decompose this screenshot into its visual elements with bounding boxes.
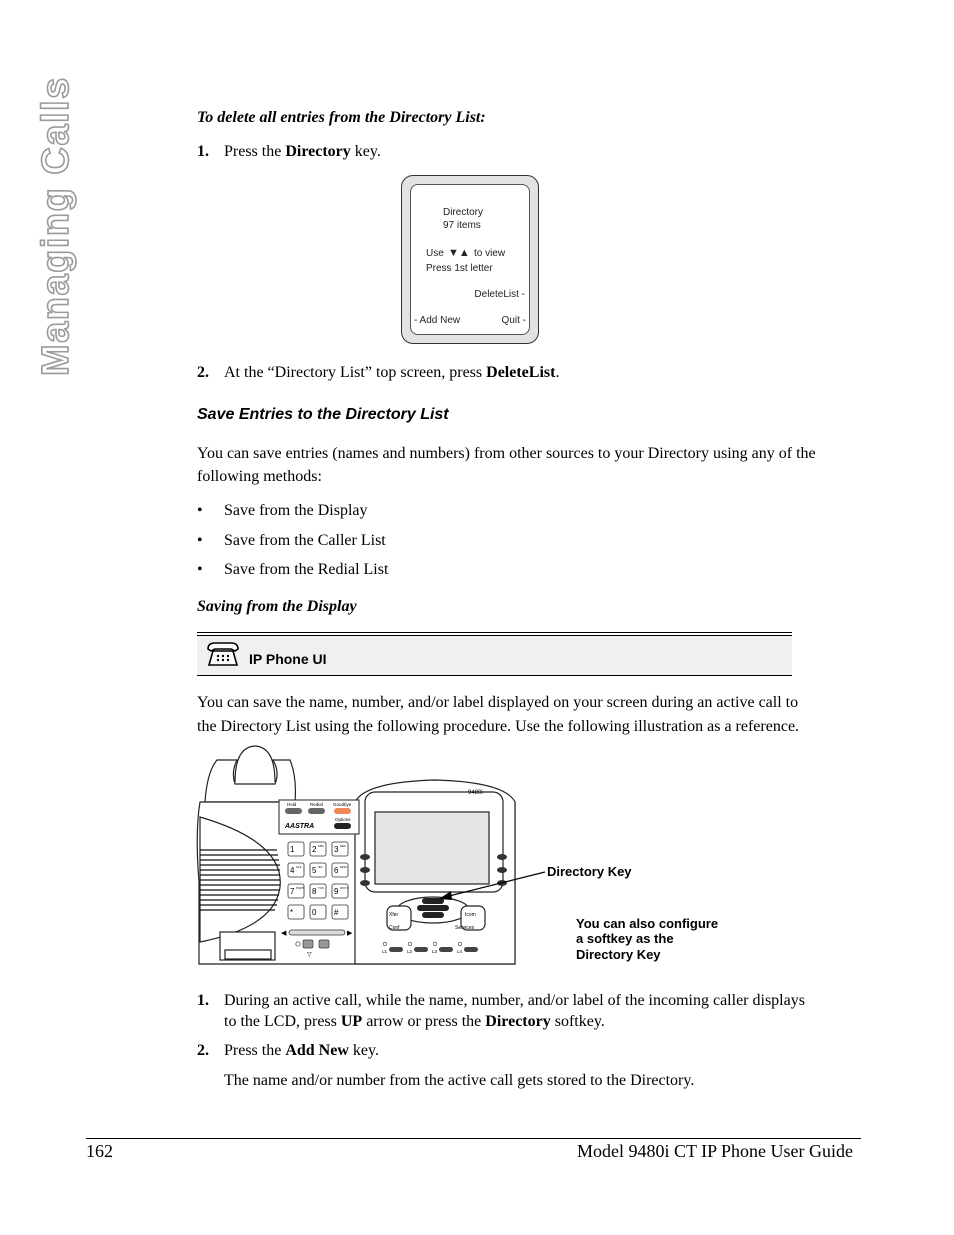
line-indicator — [458, 942, 462, 946]
line-key-label: L3 — [432, 949, 438, 954]
callout-softkey-line-3: Directory Key — [576, 947, 661, 962]
svg-text:◀: ◀ — [281, 930, 287, 937]
ip-phone-ui-banner — [197, 632, 792, 676]
directory-key-ref: Directory — [285, 143, 351, 160]
callout-softkey-line-2: a softkey as the — [576, 931, 674, 946]
xfer-label: Xfer — [389, 912, 399, 918]
delete-step-1 — [224, 142, 381, 162]
keypad-key-letters: GHI — [296, 865, 302, 869]
line-key — [389, 947, 403, 952]
display-para-line-2: the Directory List using the following procedure. Use the following illustration as a reference. — [197, 718, 800, 735]
svg-text:▶: ▶ — [347, 930, 353, 937]
hold-label: Hold — [287, 802, 297, 807]
line-key — [439, 947, 453, 952]
keypad-key-label: 2 — [312, 845, 317, 854]
redial-button — [308, 808, 325, 814]
line-indicator — [433, 942, 437, 946]
banner-label: IP Phone UI — [249, 651, 327, 667]
lcd-screen-figure — [401, 175, 539, 344]
step-text: key. — [348, 1042, 379, 1059]
sidebar-title-text: Managing Calls — [35, 76, 77, 376]
keypad-key-letters: JKL — [318, 865, 324, 869]
display-step-1-line-2 — [224, 1012, 605, 1032]
line-key-label: L2 — [407, 949, 413, 954]
step-text: At the “Directory List” top screen, press — [224, 364, 487, 381]
save-entries-heading: Save Entries to the Directory List — [197, 406, 449, 423]
bullet-marker: • — [197, 502, 203, 519]
keypad-key-letters: ABC — [318, 844, 325, 848]
options-label: Options — [335, 817, 351, 822]
keypad-key-label: 4 — [290, 866, 295, 875]
keypad-key-letters: PQRS — [296, 886, 305, 890]
redial-label: Redial — [310, 802, 323, 807]
keypad-key-label: 5 — [312, 866, 317, 875]
keypad-key-label: 9 — [334, 887, 339, 896]
down-up-arrows-icon: ▼▲ — [448, 247, 470, 259]
guide-title: Model 9480i CT IP Phone User Guide — [577, 1141, 853, 1161]
step-text: softkey. — [550, 1013, 605, 1030]
callout-softkey-line-1: You can also configure — [576, 916, 719, 931]
icom-label: Icom — [465, 912, 476, 918]
bullet-marker: • — [197, 532, 203, 549]
step-text: arrow or press the — [362, 1013, 486, 1030]
saving-display-heading: Saving from the Display — [197, 598, 357, 615]
step-text: to the LCD, press — [224, 1013, 341, 1030]
keypad-key-label: 3 — [334, 845, 339, 854]
add-new-key-ref: Add New — [285, 1042, 349, 1059]
bullet-item: Save from the Display — [224, 502, 368, 519]
line-key — [464, 947, 478, 952]
keypad-key-label: 7 — [290, 887, 295, 896]
keypad-key-letters: TUV — [318, 886, 324, 890]
lcd-softkey-quit: Quit - — [501, 315, 526, 326]
keypad-key-label: * — [290, 908, 294, 917]
step-text: key. — [350, 143, 381, 160]
goodbye-label: Goodbye — [333, 802, 352, 807]
services-label: Services — [455, 925, 475, 931]
model-label: 9480i — [468, 790, 483, 796]
bullet-marker: • — [197, 561, 203, 578]
lcd-line-count: 97 items — [443, 220, 481, 231]
keypad-key-label: 8 — [312, 887, 317, 896]
phone-icon — [205, 641, 241, 667]
lcd-softkey-add-new: - Add New — [414, 315, 461, 326]
line-key-label: L4 — [457, 949, 463, 954]
keypad-key-letters: MNO — [340, 865, 347, 869]
keypad-key-label: # — [334, 908, 339, 917]
step-number: 1. — [197, 143, 209, 160]
step-text: . — [555, 364, 560, 381]
line-indicator — [408, 942, 412, 946]
lcd-line-title: Directory — [443, 207, 484, 218]
footer-rule — [86, 1138, 861, 1139]
line-indicator — [383, 942, 387, 946]
display-para-line-1: You can save the name, number, and/or label displayed on your screen during an active call to — [197, 694, 799, 711]
brand-logo: AASTRA — [285, 823, 315, 830]
save-intro-line-2: following methods: — [197, 468, 322, 485]
keypad-key-letters: WXYZ — [340, 886, 349, 890]
deletelist-ref: DeleteList — [486, 364, 556, 381]
sidebar-section-title — [34, 76, 77, 380]
step-text: Press the — [224, 143, 286, 160]
step-number: 2. — [197, 364, 209, 381]
delete-heading: To delete all entries from the Directory List: — [197, 109, 486, 126]
keypad-key-label: 1 — [290, 845, 295, 854]
display-step-2-result: The name and/or number from the active call gets stored to the Directory. — [224, 1072, 695, 1089]
step-number: 2. — [197, 1042, 209, 1059]
lcd-to-view: to view — [474, 248, 506, 259]
options-button — [334, 823, 351, 829]
up-key-ref: UP — [340, 1013, 363, 1030]
step-text: Press the — [224, 1042, 286, 1059]
svg-text:▽: ▽ — [307, 952, 312, 958]
goodbye-button — [334, 808, 351, 814]
keypad-key-letters: DEF — [340, 844, 346, 848]
keypad-key-label: 0 — [312, 908, 317, 917]
callout-directory-key: Directory Key — [547, 864, 632, 879]
lcd-use: Use — [426, 248, 444, 259]
keypad-key-label: 6 — [334, 866, 339, 875]
hold-button — [285, 808, 302, 814]
line-key — [414, 947, 428, 952]
lcd-display — [410, 184, 530, 335]
bullet-item: Save from the Caller List — [224, 532, 386, 549]
page-number: 162 — [86, 1141, 113, 1161]
line-key-label: L1 — [382, 949, 388, 954]
lcd-softkey-deletelist: DeleteList - — [474, 289, 525, 300]
display-step-1-line-1: During an active call, while the name, number, and/or label of the incoming caller displays — [224, 992, 805, 1009]
lcd-press-letter: Press 1st letter — [426, 263, 493, 274]
display-step-2 — [224, 1041, 379, 1061]
delete-step-2 — [224, 363, 559, 383]
save-intro-line-1: You can save entries (names and numbers) from other sources to your Directory using any of the — [197, 445, 816, 462]
directory-softkey-ref: Directory — [485, 1013, 551, 1030]
conf-label: Conf — [389, 925, 400, 931]
step-number: 1. — [197, 992, 209, 1009]
bullet-item: Save from the Redial List — [224, 561, 389, 578]
